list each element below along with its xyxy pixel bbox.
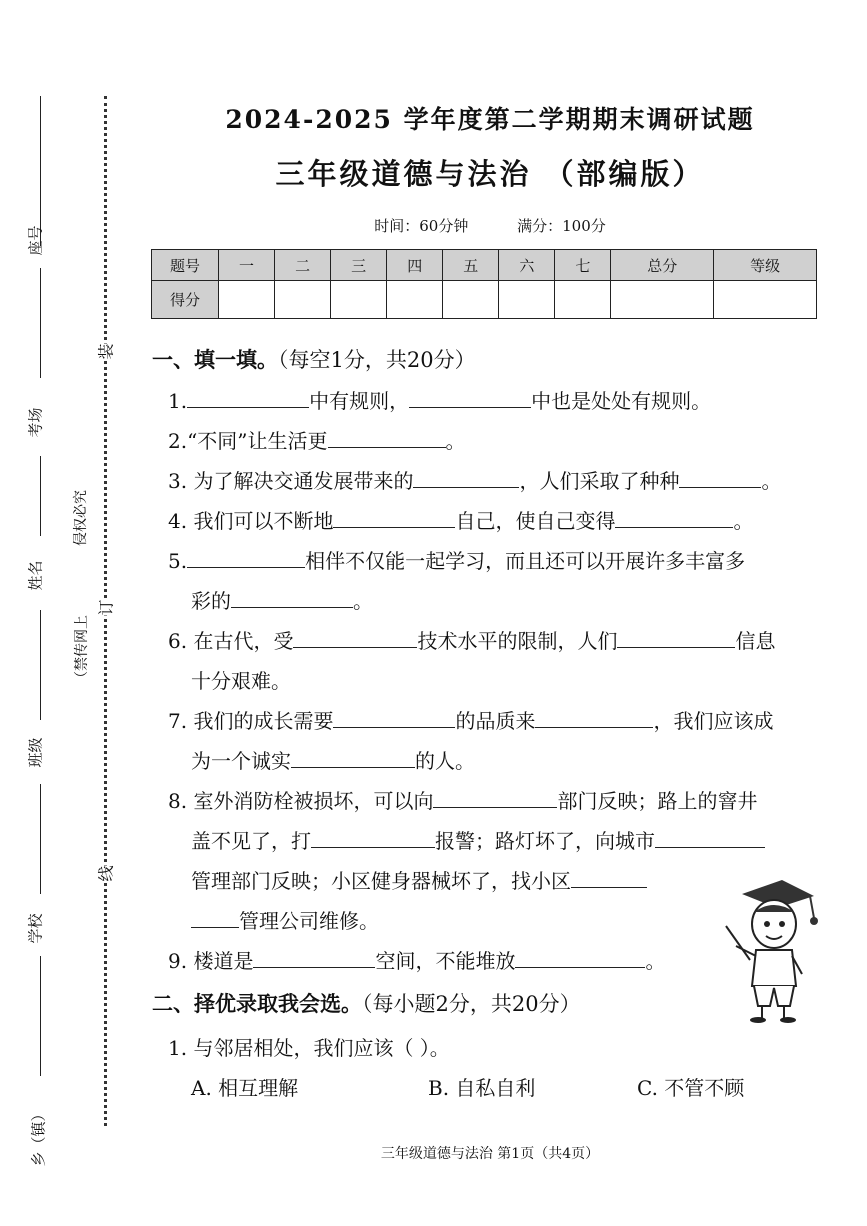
no-upload-note: （禁传网上 [74,615,90,685]
question-1-6 [168,621,775,661]
full-score: 满分：100分 [517,217,606,235]
q-text: 相伴不仅能一起学习，而且还可以开展许多丰富多 [305,549,746,573]
question-1-5-cont [191,581,373,621]
q-text: 空间，不能堆放 [375,949,516,973]
name-label: 姓名 [26,560,45,591]
q-text: 的品质来 [455,709,536,733]
q-text: 4. 我们可以不断地 [168,509,334,533]
score-table-row [152,281,817,319]
section-2-points: （每小题2分，共20分） [362,992,581,1016]
town-label: 乡（镇） [29,1106,48,1167]
binding-zhuang: 装 [94,343,117,359]
option-a[interactable]: A. 相互理解 [191,1076,299,1100]
question-1-6-cont [191,661,291,701]
copyright-note: 侵权必究 [73,490,89,546]
answer-blank[interactable] [333,705,455,728]
answer-blank[interactable] [291,745,415,768]
q-text: 。 [761,469,782,493]
q-text: 。 [353,589,373,613]
binding-ding: 订 [94,599,117,615]
q-text: 7. 我们的成长需要 [168,709,334,733]
answer-blank[interactable] [655,825,765,848]
binding-line-town [40,956,41,1076]
binding-line-room [40,268,41,378]
answer-blank[interactable] [187,545,305,568]
q-text: 中有规则， [309,389,410,413]
question-1-8-cont1 [191,821,765,861]
q-text: 3. 为了解决交通发展带来的 [168,469,414,493]
score-head-cell: 总分 [611,250,714,281]
answer-blank[interactable] [333,505,455,528]
score-head-cell: 一 [219,250,275,281]
score-cell[interactable] [555,281,611,319]
q-text: 6. 在古代，受 [168,629,294,653]
section-1-points: （每空1分，共20分） [278,348,476,372]
score-head-cell: 四 [387,250,443,281]
question-1-8 [168,781,757,821]
answer-blank[interactable] [191,905,239,928]
score-cell[interactable] [331,281,387,319]
section-1-heading: 一、填一填。 [152,347,278,372]
score-cell[interactable] [499,281,555,319]
q-text: 为一个诚实 [191,749,291,773]
answer-blank[interactable] [293,625,417,648]
school-label: 学校 [26,913,45,944]
score-cell[interactable] [714,281,817,319]
score-head-cell: 三 [331,250,387,281]
score-cell[interactable] [275,281,331,319]
q-text: 。 [445,429,466,453]
score-head-cell: 六 [499,250,555,281]
q-text: 8. 室外消防栓被损坏，可以向 [168,789,434,813]
answer-blank[interactable] [571,865,647,888]
answer-blank[interactable] [253,945,375,968]
question-1-5 [168,541,745,581]
answer-blank[interactable] [535,705,653,728]
question-1-2 [168,421,466,461]
q-text: 盖不见了，打 [191,829,311,853]
binding-line-school [40,784,41,894]
score-head-cell: 五 [443,250,499,281]
answer-blank[interactable] [187,385,309,408]
q-text: 1. [168,389,188,413]
option-b[interactable]: B. 自私自利 [428,1076,536,1100]
answer-blank[interactable] [409,385,531,408]
answer-blank[interactable] [615,505,733,528]
score-table-head [152,250,817,281]
question-1-1 [168,381,711,421]
score-row-label: 得分 [152,281,219,319]
question-1-7-cont [191,741,475,781]
q-text: ，人们采取了种种 [519,469,680,493]
teacher-cartoon-illustration [722,876,822,1026]
score-cell[interactable] [219,281,275,319]
page-footer: 三年级道德与法治 第1页（共4页） [380,1146,600,1162]
option-c[interactable]: C. 不管不顾 [637,1076,745,1100]
q-text: 自己，使自己变得 [455,509,616,533]
answer-blank[interactable] [328,425,446,448]
question-1-3 [168,461,781,501]
q-text: 信息 [735,629,776,653]
class-label: 班级 [26,737,45,768]
score-head-cell: 七 [555,250,611,281]
exam-subject: 三年级道德与法治 （部编版） [275,157,705,191]
q-text: 2.“不同”让生活更 [168,429,328,453]
q-text: 彩的 [191,589,231,613]
section-2-title [152,988,581,1018]
score-cell[interactable] [611,281,714,319]
q-text: 管理公司维修。 [239,909,379,933]
question-1-9 [168,941,665,981]
answer-blank[interactable] [679,465,761,488]
q-text: 9. 楼道是 [168,949,254,973]
binding-line-class [40,610,41,720]
score-head-cell: 题号 [152,250,219,281]
score-cell[interactable] [387,281,443,319]
q-text: 的人。 [415,749,475,773]
exam-title: 2024-2025 学年度第二学期期末调研试题 [225,105,755,134]
answer-blank[interactable] [433,785,557,808]
score-head-cell: 二 [275,250,331,281]
binding-xian: 线 [94,865,117,881]
q-text: 中也是处处有规则。 [531,389,712,413]
answer-blank[interactable] [413,465,519,488]
answer-blank[interactable] [515,945,645,968]
question-1-4 [168,501,753,541]
question-1-8-cont2 [191,861,647,901]
room-label: 考场 [26,407,45,438]
q-text: 。 [645,949,666,973]
q-text: 报警；路灯坏了，向城市 [435,829,655,853]
q-text: 技术水平的限制，人们 [417,629,618,653]
exam-meta [0,215,867,236]
q-text: 部门反映；路上的窨井 [557,789,758,813]
q-text: 管理部门反映；小区健身器械坏了，找小区 [191,869,571,893]
question-2-1: 1. 与邻居相处，我们应该（ ）。 [168,1036,450,1060]
answer-blank[interactable] [231,585,353,608]
question-1-8-cont3 [191,901,379,941]
score-head-cell: 等级 [714,250,817,281]
q-text: ，我们应该成 [653,709,774,733]
q-text: 。 [733,509,754,533]
section-2-heading: 二、择优录取我会选。 [152,991,362,1016]
question-1-7 [168,701,773,741]
q-text: 十分艰难。 [191,669,291,693]
score-cell[interactable] [443,281,499,319]
time-limit: 时间：60分钟 [374,217,469,235]
q-text: 5. [168,549,188,573]
binding-line-name [40,456,41,536]
answer-blank[interactable] [311,825,435,848]
section-1-title [152,344,476,374]
seat-label: 座号 [26,225,45,256]
answer-blank[interactable] [617,625,735,648]
score-table [151,249,817,319]
